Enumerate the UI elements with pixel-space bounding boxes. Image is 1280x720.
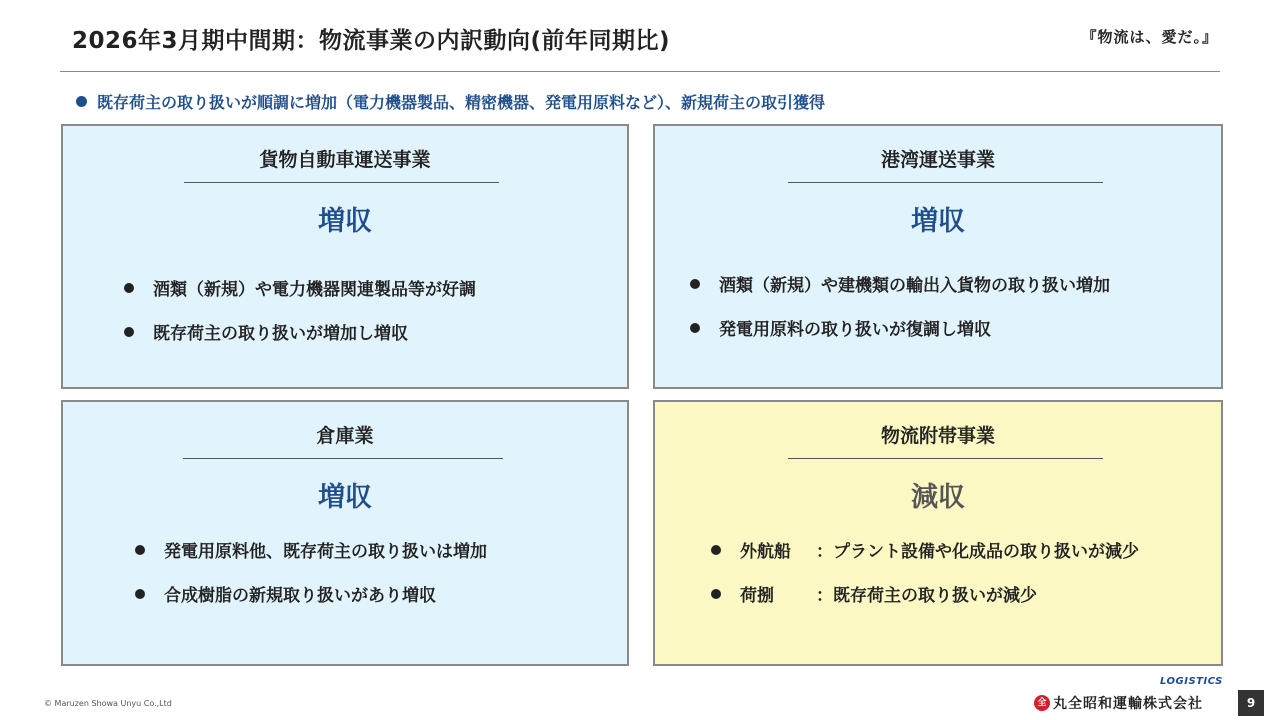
bullet-label: 外航船 <box>740 542 791 562</box>
page-title: 2026年3月期中間期：物流事業の内訳動向(前年同期比) <box>72 28 671 54</box>
list-item <box>690 271 1110 296</box>
bullet-text: 合成樹脂の新規取り扱いがあり増収 <box>164 586 436 606</box>
segment-result: 増収 <box>911 206 965 237</box>
segment-divider <box>788 458 1103 459</box>
segment-bullets <box>711 537 1139 606</box>
segment-box-warehouse <box>61 400 629 666</box>
summary-line <box>76 90 825 113</box>
logistics-logo: LOGISTICS <box>1160 676 1223 687</box>
list-item <box>124 275 476 300</box>
segment-title: 物流附帯事業 <box>880 425 995 447</box>
bullet-icon <box>135 545 145 555</box>
segment-divider <box>788 182 1103 183</box>
bullet-label: 荷捌 <box>740 586 774 606</box>
segment-result: 増収 <box>318 206 372 237</box>
page-number: 9 <box>1238 690 1264 716</box>
list-item <box>690 315 1110 340</box>
segment-box-port <box>653 124 1223 389</box>
segment-box-ancillary <box>653 400 1223 666</box>
bullet-text: ：プラント設備や化成品の取り扱いが減少 <box>816 542 1139 562</box>
list-item <box>711 581 1139 606</box>
list-item <box>135 581 487 606</box>
bullet-text: 既存荷主の取り扱いが増加し増収 <box>153 324 408 344</box>
bullet-text: 酒類（新規）や建機類の輸出入貨物の取り扱い増加 <box>719 276 1110 296</box>
bullet-text: 発電用原料の取り扱いが復調し増収 <box>719 320 991 340</box>
segment-result: 増収 <box>318 482 372 513</box>
company-logo <box>1034 693 1203 713</box>
bullet-icon <box>690 279 700 289</box>
segment-title: 港湾運送事業 <box>880 149 995 171</box>
bullet-icon <box>124 283 134 293</box>
segment-bullets <box>135 537 487 606</box>
segment-box-trucking <box>61 124 629 389</box>
segment-title: 貨物自動車運送事業 <box>259 149 431 171</box>
segment-result: 減収 <box>911 482 965 513</box>
bullet-icon <box>124 327 134 337</box>
segment-divider <box>183 458 503 459</box>
segment-divider <box>184 182 499 183</box>
slogan: 『物流は、愛だ。』 <box>1081 28 1218 46</box>
bullet-icon <box>76 96 87 107</box>
bullet-text: ：既存荷主の取り扱いが減少 <box>816 586 1037 606</box>
segment-title: 倉庫業 <box>316 425 374 447</box>
bullet-text: 酒類（新規）や電力機器関連製品等が好調 <box>153 280 476 300</box>
list-item <box>135 537 487 562</box>
list-item <box>711 537 1139 562</box>
company-mark-icon: 全 <box>1034 695 1050 711</box>
bullet-icon <box>711 545 721 555</box>
summary-text: 既存荷主の取り扱いが順調に増加（電力機器製品、精密機器、発電用原料など）、新規荷主の取引獲得 <box>97 93 826 112</box>
bullet-icon <box>135 589 145 599</box>
title-divider <box>60 71 1220 72</box>
segment-bullets <box>124 275 476 344</box>
bullet-icon <box>711 589 721 599</box>
list-item <box>124 319 476 344</box>
segment-bullets <box>690 271 1110 340</box>
bullet-icon <box>690 323 700 333</box>
copyright: © Maruzen Showa Unyu Co.,Ltd <box>44 699 172 708</box>
company-name: 丸全昭和運輸株式会社 <box>1053 696 1203 712</box>
bullet-text: 発電用原料他、既存荷主の取り扱いは増加 <box>164 542 487 562</box>
